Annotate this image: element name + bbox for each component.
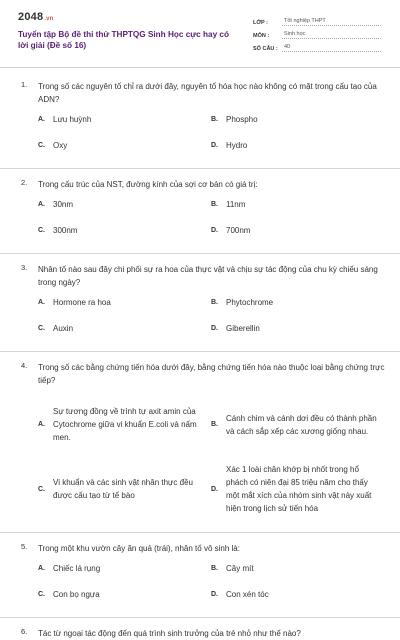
logo[interactable] [18,11,54,23]
option-c[interactable] [38,452,211,526]
question-6 [0,618,400,640]
option-text: Con bọ ngựa [53,590,100,599]
question-list [0,68,400,640]
meta-row-count [253,39,381,52]
logo-text: 2048 [18,11,44,23]
question-number: 4. [21,361,28,370]
question-number: 1. [21,80,28,89]
meta-label: LỚP : [253,20,268,26]
option-letter: A. [38,565,45,572]
options [38,114,386,166]
option-text: Lưu huỳnh [53,115,92,124]
option-c[interactable] [38,323,211,349]
option-text: Hydro [226,141,248,150]
option-text: Cánh chim và cánh dơi đều có thành phần và cách sắp xếp các xương giống nhau. [226,413,377,436]
document-title: Tuyển tập Bộ đề thi thử THPTQG Sinh Học cực hay có lời giải (Đề số 16) [18,30,229,50]
option-text: Oxy [53,141,68,150]
options [38,199,386,251]
question-3 [0,254,400,349]
meta-value: Tốt nghiệp THPT [282,18,381,26]
question-number: 6. [21,627,28,636]
question-text: Trong số các nguyên tố chỉ ra dưới đây, nguyên tố hóa học nào không có mặt trong cấu tạo của ADN? [38,82,377,104]
option-letter: A. [38,116,45,123]
question-number: 3. [21,263,28,272]
question-5 [0,533,400,615]
option-c[interactable] [38,140,211,166]
question-text: Nhân tố nào sau đây chi phối sự ra hoa của thực vật và chịu sự tác động của chu kỳ chiếu sáng trong ngày? [38,265,378,287]
option-letter: C. [38,227,45,234]
logo-suffix: .vn [44,16,54,22]
option-c[interactable] [38,225,211,251]
page-header [0,0,400,67]
option-b[interactable] [211,397,381,452]
option-b[interactable] [211,199,381,225]
option-d[interactable] [211,225,381,251]
option-letter: B. [211,421,218,428]
meta-row-subject [253,26,381,39]
option-text: 700nm [226,226,251,235]
option-text: Auxin [53,324,74,333]
option-b[interactable] [211,114,381,140]
option-letter: D. [211,591,218,598]
option-letter: B. [211,565,218,572]
meta-row-class [253,13,381,26]
option-a[interactable] [38,563,211,589]
options [38,397,386,526]
question-text: Trong một khu vườn cây ăn quả (trái), nhân tố vô sinh là: [38,544,240,553]
option-d[interactable] [211,589,381,615]
option-text: 30nm [53,200,74,209]
option-text: 11nm [226,200,246,209]
question-2 [0,169,400,251]
question-number: 2. [21,178,28,187]
question-1 [0,68,400,166]
option-letter: A. [38,421,45,428]
options [38,297,386,349]
option-letter: B. [211,116,218,123]
option-letter: B. [211,201,218,208]
option-b[interactable] [211,563,381,589]
option-a[interactable] [38,199,211,225]
option-a[interactable] [38,114,211,140]
option-letter: D. [211,227,218,234]
option-letter: C. [38,591,45,598]
options [38,563,386,615]
option-text: 300nm [53,226,78,235]
option-a[interactable] [38,397,211,452]
option-text: Vi khuẩn và các sinh vật nhân thực đều được cấu tạo từ tế bào [53,478,193,500]
option-d[interactable] [211,452,381,526]
option-text: Hormone ra hoa [53,298,111,307]
question-text: Trong số các bằng chứng tiến hóa dưới đây, bằng chứng tiến hóa nào thuộc loại bằng chứng trực tiếp? [38,363,385,385]
option-text: Sự tương đồng về trình tự axit amin của Cytochrome giữa vi khuẩn E.coli và nấm men. [53,407,197,442]
option-text: Xác 1 loài chân khớp bị nhốt trong hổ phách có niên đại 85 triệu năm cho thấy một mắt xích của nhóm sinh vật này xuất hiện trong lịch sử tiến hóa [226,465,372,513]
option-letter: A. [38,299,45,306]
question-number: 5. [21,542,28,551]
option-d[interactable] [211,140,381,166]
option-text: Con xén tóc [226,590,269,599]
option-text: Cây mít [226,564,254,573]
option-letter: D. [211,325,218,332]
exam-meta [253,13,381,52]
option-text: Phospho [226,115,258,124]
option-text: Phytochrome [226,298,274,307]
meta-label: MÔN : [253,33,270,39]
option-letter: A. [38,201,45,208]
meta-value: Sinh học [282,31,381,39]
option-letter: C. [38,485,45,493]
option-text: Giberellin [226,324,260,333]
option-letter: B. [211,299,218,306]
question-4 [0,352,400,526]
option-d[interactable] [211,323,381,349]
option-letter: C. [38,325,45,332]
option-letter: C. [38,142,45,149]
question-text: Trong cấu trúc của NST, đường kính của sợi cơ bản có giá trị: [38,180,258,189]
option-a[interactable] [38,297,211,323]
meta-value: 40 [282,44,381,52]
option-letter: D. [211,485,218,493]
option-b[interactable] [211,297,381,323]
meta-label: SỐ CÂU : [253,46,278,52]
option-text: Chiếc lá rụng [53,564,101,573]
option-c[interactable] [38,589,211,615]
question-text: Tác từ ngoại tác động đến quá trình sinh trưởng của trẻ nhỏ như thế nào? [38,629,301,638]
option-letter: D. [211,142,218,149]
